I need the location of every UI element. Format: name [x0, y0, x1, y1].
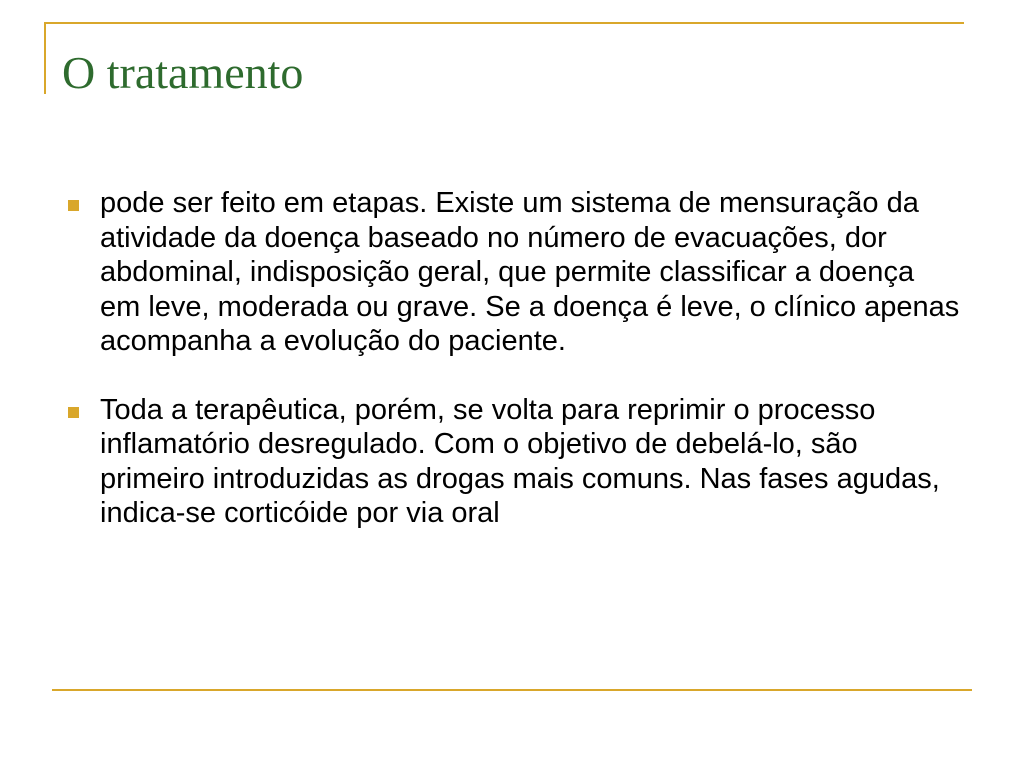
left-rule — [44, 22, 46, 94]
bullet-item — [62, 393, 962, 531]
bullet-text: pode ser feito em etapas. Existe um sistema de mensuração da atividade da doença baseado no número de evacuações, dor abdominal, indisposição geral, que permite classificar a doença em leve, moderada ou grave. Se a doença é leve, o clínico apenas acompanha a evolução do paciente. — [100, 187, 960, 357]
square-bullet-icon — [68, 200, 79, 211]
bullet-text: Toda a terapêutica, porém, se volta para reprimir o processo inflamatório desregulado. Com o objetivo de debelá-lo, são primeiro introduzidas as drogas mais comuns. Nas fases agudas, indica-se corticóide por via oral — [100, 393, 940, 529]
bullet-item — [62, 186, 962, 359]
square-bullet-icon — [68, 407, 79, 418]
bottom-rule — [52, 689, 972, 691]
top-rule — [44, 22, 964, 24]
slide-title: O tratamento — [62, 47, 304, 98]
bullet-list — [62, 186, 962, 565]
